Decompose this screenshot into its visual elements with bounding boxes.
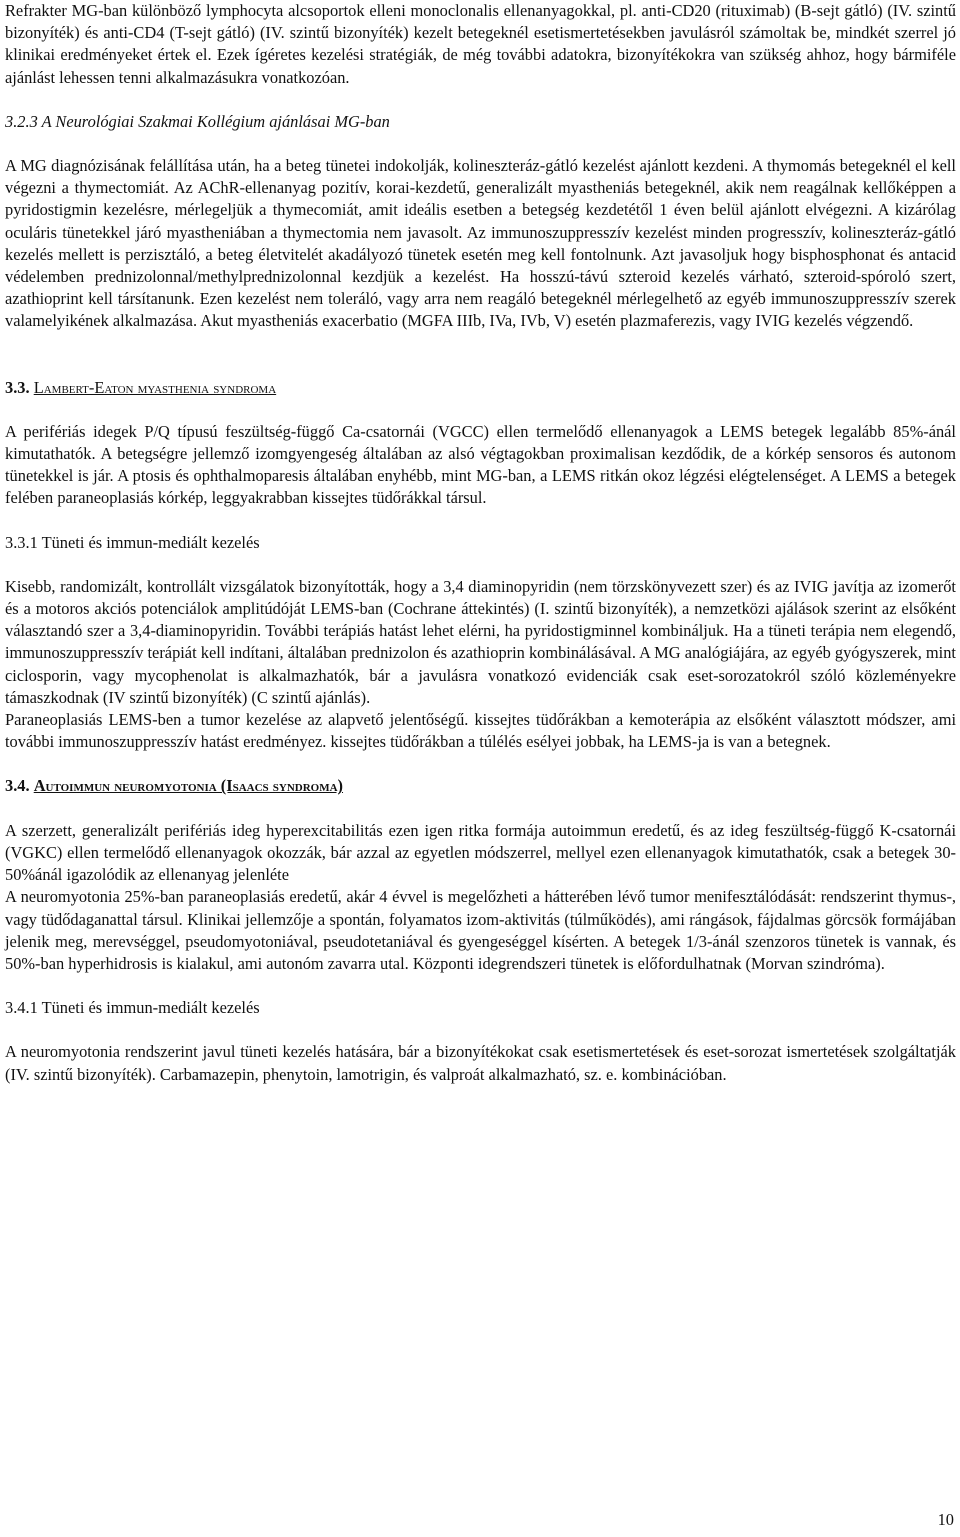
paragraph-neuromyotonia-treatment: A neuromyotonia rendszerint javul tüneti kezelés hatására, bár a bizonyítékokat csak esetismertetések és eset-sorozat ismertetések szolgáltatják (IV. szintű bizonyíték). Carbamazepin, phenytoin, lamotrigin, és valproát alkalmazható, sz. e. kombinációban.: [5, 1042, 956, 1084]
heading-3-4-number: 3.4.: [5, 776, 30, 796]
heading-3-4: [5, 775, 956, 797]
heading-3-3: [5, 377, 956, 399]
paragraph-lems-treatment: Kisebb, randomizált, kontrollált vizsgálatok bizonyították, hogy a 3,4 diaminopyridin (nem törzskönyvezett szer) és az IVIG javítja az izomerőt és a motoros akciós potenciálok amplitúdóját LEMS-ban (Cochrane áttekintés) (I. szintű bizonyíték), a nemzetközi ajálások szerint az elsőként választandó szer a 3,4-diaminopyridin. További terápiás hatást lehet elérni, ha pyridostigminnel kombináljuk. Ha a tüneti terápia nem elegendő, immunoszuppresszív terápiát kell indítani, általában prednizolon és azathioprin kombinálásával. A MG analógiájára, az egyéb gyógyszerek, mint ciclosporin, vagy mycophenolat is alkalmazhatók, bár a javulásra vonatkozó evidenciák csak eset-sorozatokról szóló közleményekre támaszkodnak (IV szintű bizonyíték) (C szintű ajánlás).: [5, 576, 956, 707]
paragraph-lems-intro: A perifériás idegek P/Q típusú feszültség-függő Ca-csatornái (VGCC) ellen termelődő ellenanyagok a LEMS betegek legalább 85%-ánál kimutathatók. A betegségre jellemző izomgyengeség általában az alsó végtagokban proximalisan kezdődik, de a kórkép sensoros és autonom tünetekkel is jár. A ptosis és ophthalmoparesis általában enyhébb, mint MG-ban, a LEMS ritkán okoz légzési elégtelenséget. A LEMS a betegek felében paraneoplasiás kórkép, leggyakrabban kissejtes tüdőrákkal társul.: [5, 421, 956, 508]
heading-3-3-number: 3.3.: [5, 377, 30, 397]
paragraph-neuromyotonia-intro: A szerzett, generalizált perifériás ideg hyperexcitabilitás ezen igen ritka formája autoimmun eredetű, és az ideg feszültség-függő K-csatornái (VGKC) ellen termelődő ellenanyagok okozzák, bár azzal az egyetlen módszerrel, mellyel ezen ellenanyagok kimutathatók, csak a betegek 30-50%ánál igazolódik az ellenanyag jelenléte: [5, 820, 956, 885]
heading-3-4-title: Autoimmun neuromyotonia (Isaacs syndroma): [33, 776, 344, 796]
paragraph-refractory-mg: Refrakter MG-ban különböző lymphocyta alcsoportok elleni monoclonalis ellenanyagokkal, pl. anti-CD20 (rituximab) (B-sejt gátló) (IV. szintű bizonyíték) és anti-CD4 (T-sejt gátló) (IV. szintű bizonyíték) kezelt betegeknél esetismertetésekben javulásról számoltak be, mindkét szerrel jó klinikai eredményeket értek el. Ezek ígéretes kezelési stratégiák, de még további adatokra, bizonyítékokra van szükség ahhoz, hogy bármiféle ajánlást lehessen tenni alkalmazásukra vonatkozóan.: [5, 1, 956, 87]
page-number: 10: [937, 1509, 954, 1529]
paragraph-neuromyotonia-clinical: A neuromyotonia 25%-ban paraneoplasiás eredetű, akár 4 évvel is megelőzheti a hátterében lévő tumor menifesztálódását: rendszerint thymus-, vagy tüdődaganattal társul. Klinikai jellemzője a spontán, folyamatos izom-aktivitás (túlműködés), ami rángások, fájdalmas görcsök formájában jelenik meg, merevséggel, pseudomyotoniával, pseudotetaniával és gyengeséggel kísérten. A betegek 1/3-ánál szenzoros tünetek is vannak, és 50%-ban hyperhidrosis is kialakul, ami autonóm zavarra utal. Központi idegrendszeri tünetek is előfordulhatnak (Morvan szindróma).: [5, 887, 956, 973]
paragraph-paraneoplastic-lems: Paraneoplasiás LEMS-ben a tumor kezelése az alapvető jelentőségű. kissejtes tüdőrákban a kemoterápia az elsőként választott módszer, ami további immunoszuppresszív hatást eredményez. kissejtes tüdőrákban a túlélés esélyei jobbak, ha LEMS-ja is van a betegnek.: [5, 710, 956, 752]
heading-3-3-title: Lambert-Eaton myasthenia syndroma: [33, 377, 277, 397]
paragraph-mg-recommendations: A MG diagnózisának felállítása után, ha a beteg tünetei indokolják, kolineszteráz-gátló kezelést ajánlott kezdeni. A thymomás betegeknél el kell végezni a thymectomiát. Az AChR-ellenanyag pozitív, korai-kezdetű, generalizált myastheniás betegeknél, akik nem reagálnak kellőképpen a pyridostigmin kezelésre, mérlegeljük a thymecomiát, amit ideális esetben a betegség kezdetétől 1 éven belül ajánlott elvégezni. A kizárólag oculáris tünetekkel járó myastheniában a thymectomia nem javasolt. Az immunoszuppresszív kezelést minden progresszív, kolineszteráz-gátló kezelés mellett is perzisztáló, a beteg életvitelét akadályozó tünetek esetén meg kell fontolnunk. Azt javasoljuk hogy bisphosphonat és antacid védelemben prednizolonnal/methylprednizolonnal kezdjük a kezelést. Ha hosszú-távú szteroid kezelés várható, szteroid-spóroló szert, azathioprint kell társítanunk. Ezen kezelést nem toleráló, vagy arra nem reagáló betegeknél mérlegelhető az egyéb immunoszuppresszív szerek valamelyikének alkalmazása. Akut myastheniás exacerbatio (MGFA IIIb, IVa, IVb, V) esetén plazmaferezis, vagy IVIG kezelés végzendő.: [5, 156, 956, 331]
heading-3-4-1: 3.4.1 Tüneti és immun-mediált kezelés: [5, 998, 260, 1018]
heading-3-2-3: 3.2.3 A Neurológiai Szakmai Kollégium ajánlásai MG-ban: [5, 111, 390, 131]
heading-3-3-1: 3.3.1 Tüneti és immun-mediált kezelés: [5, 532, 260, 552]
